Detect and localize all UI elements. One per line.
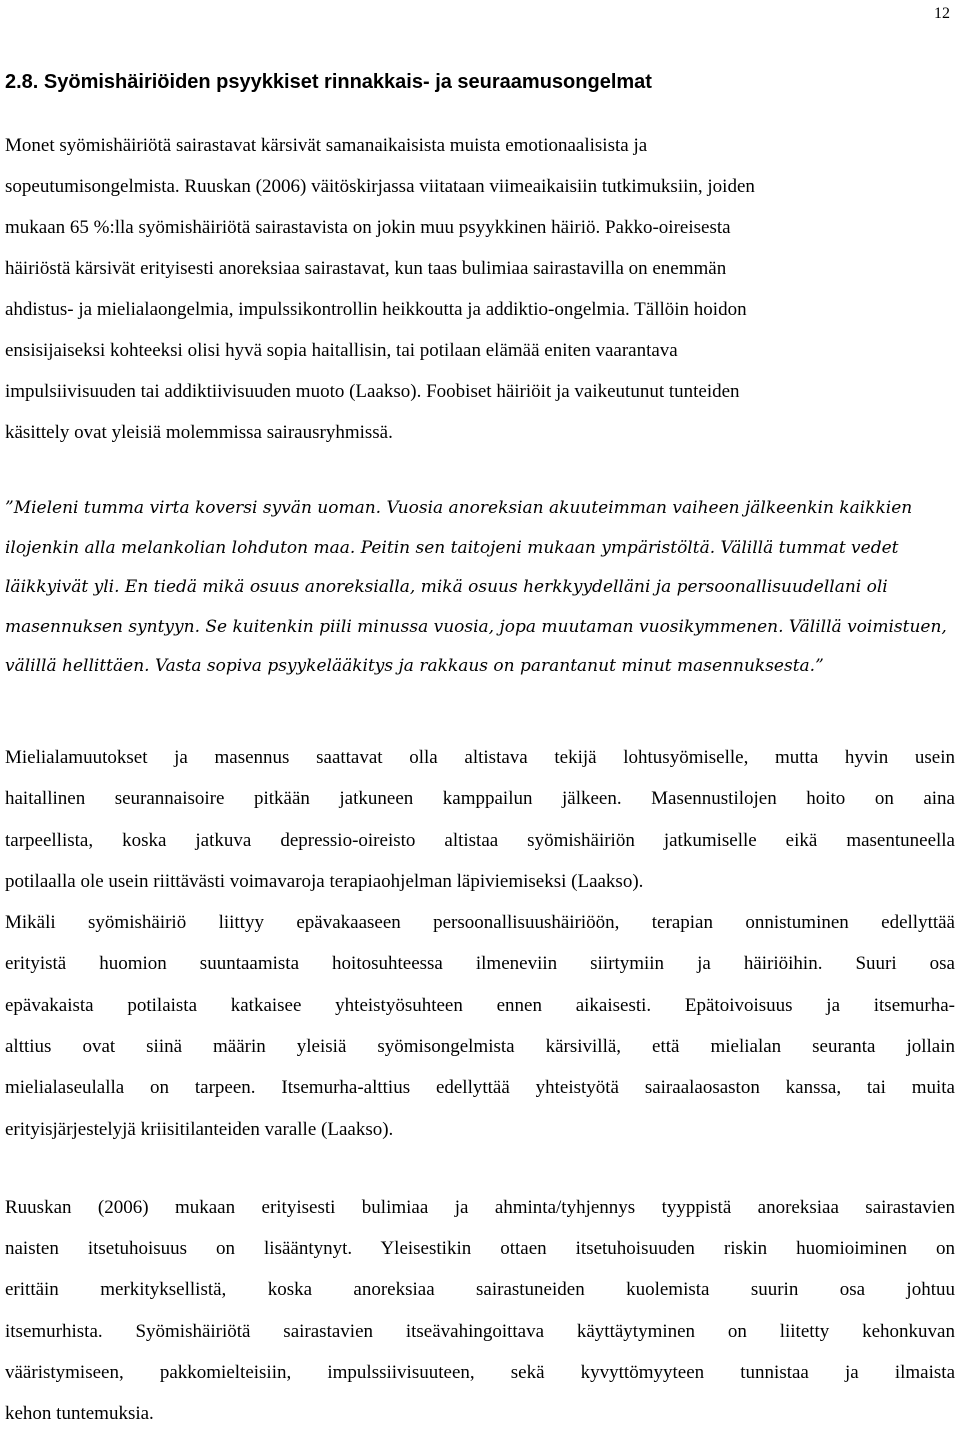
page-number: 12 xyxy=(934,5,950,22)
quote-line: masennuksen syntyyn. Se kuitenkin piili minussa vuosia, jopa muutaman vuosikymmenen. Välillä voimistuen, xyxy=(5,616,947,637)
text-line: Ruuskan (2006) mukaan erityisesti bulimiaa ja ahminta/tyhjennys tyyppistä anoreksiaa sairastavien xyxy=(5,1197,955,1218)
text-line: kehon tuntemuksia. xyxy=(5,1403,154,1425)
text-line: haitallinen seurannaisoire pitkään jatkuneen kamppailun jälkeen. Masennustilojen hoito on aina xyxy=(5,788,955,810)
text-line: erittäin merkityksellistä, koska anoreksiaa sairastuneiden kuolemista suurin osa johtuu xyxy=(5,1279,955,1301)
quote-line: välillä hellittäen. Vasta sopiva psyykelääkitys ja rakkaus on parantanut minut masennuksesta.” xyxy=(5,656,824,676)
text-line: impulsiivisuuden tai addiktiivisuuden muoto (Laakso). Foobiset häiriöit ja vaikeutunut tunteiden xyxy=(5,381,740,402)
text-line: Mikäli syömishäiriö liittyy epävakaaseen persoonallisuushäiriöön, terapian onnistuminen edellyttää xyxy=(5,912,955,934)
paragraph-self-harm xyxy=(5,1187,955,1434)
text-line: itsemurhista. Syömishäiriötä sairastavien itseävahingoittava käyttäytyminen on liitetty kehonkuvan xyxy=(5,1320,955,1342)
text-line: alttius ovat siinä määrin yleisiä syömisongelmista kärsivillä, että mielialan seuranta jollain xyxy=(5,1036,955,1058)
text-line: naisten itsetuhoisuus on lisääntynyt. Yleisestikin ottaen itsetuhoisuuden riskin huomioiminen on xyxy=(5,1238,955,1260)
section-heading: 2.8. Syömishäiriöiden psyykkiset rinnakkais- ja seuraamusongelmat xyxy=(5,71,652,93)
text-line: ahdistus- ja mielialaongelmia, impulssikontrollin heikkoutta ja addiktio-ongelmia. Tällöin hoidon xyxy=(5,299,747,320)
text-line: Monet syömishäiriötä sairastavat kärsivät samanaikaisista muista emotionaalisista ja xyxy=(5,135,648,156)
block-quote xyxy=(5,489,955,687)
quote-line: ”Mieleni tumma virta koversi syvän uoman. Vuosia anoreksian akuuteimman vaiheen jälkeenkin kaikkien xyxy=(5,498,913,518)
text-line: tarpeellista, koska jatkuva depressio-oireisto altistaa syömishäiriön jatkumiselle eikä masentuneella xyxy=(5,829,955,851)
text-line: ensisijaiseksi kohteeksi olisi hyvä sopia haitallisin, tai potilaan elämää eniten vaarantava xyxy=(5,340,678,361)
text-line: erityisjärjestelyjä kriisitilanteiden varalle (Laakso). xyxy=(5,1118,394,1140)
text-line: mielialaseulalla on tarpeen. Itsemurha-alttius edellyttää yhteistyötä sairaalaosaston kanssa, tai muita xyxy=(5,1077,955,1099)
text-line: epävakaista potilaista katkaisee yhteistyösuhteen ennen aikaisesti. Epätoivoisuus ja itsemurha- xyxy=(5,994,955,1016)
quote-line: läikkyivät yli. En tiedä mikä osuus anoreksialla, mikä osuus herkkyydelläni ja persoonallisuudellani oli xyxy=(5,577,888,597)
paragraph-comorbidity xyxy=(5,125,955,453)
text-line: erityistä huomion suuntaamista hoitosuhteessa ilmeneviin siirtymiin ja häiriöihin. Suuri osa xyxy=(5,953,955,975)
quote-line: ilojenkin alla melankolian lohduton maa. Peitin sen taitojeni mukaan ympäristöltä. Välillä tummat vedet xyxy=(5,537,899,558)
paragraph-mood-disorders xyxy=(5,737,955,1150)
text-line: mukaan 65 %:lla syömishäiriötä sairastavista on jokin muu psyykkinen häiriö. Pakko-oireisesta xyxy=(5,217,731,238)
text-line: vääristymiseen, pakkomielteisiin, impulssiivisuuteen, sekä kyvyttömyyteen tunnistaa ja ilmaista xyxy=(5,1361,955,1383)
text-line: käsittely ovat yleisiä molemmissa sairausryhmissä. xyxy=(5,422,393,443)
text-line: potilaalla ole usein riittävästi voimavaroja terapiaohjelman läpiviemiseksi (Laakso). xyxy=(5,870,644,892)
text-line: häiriöstä kärsivät erityisesti anoreksiaa sairastavat, kun taas bulimiaa sairastavilla on enemmän xyxy=(5,258,727,279)
text-line: Mielialamuutokset ja masennus saattavat olla altistava tekijä lohtusyömiselle, mutta hyvin usein xyxy=(5,747,955,768)
text-line: sopeutumisongelmista. Ruuskan (2006) väitöskirjassa viitataan viimeaikaisiin tutkimuksiin, joiden xyxy=(5,176,755,197)
